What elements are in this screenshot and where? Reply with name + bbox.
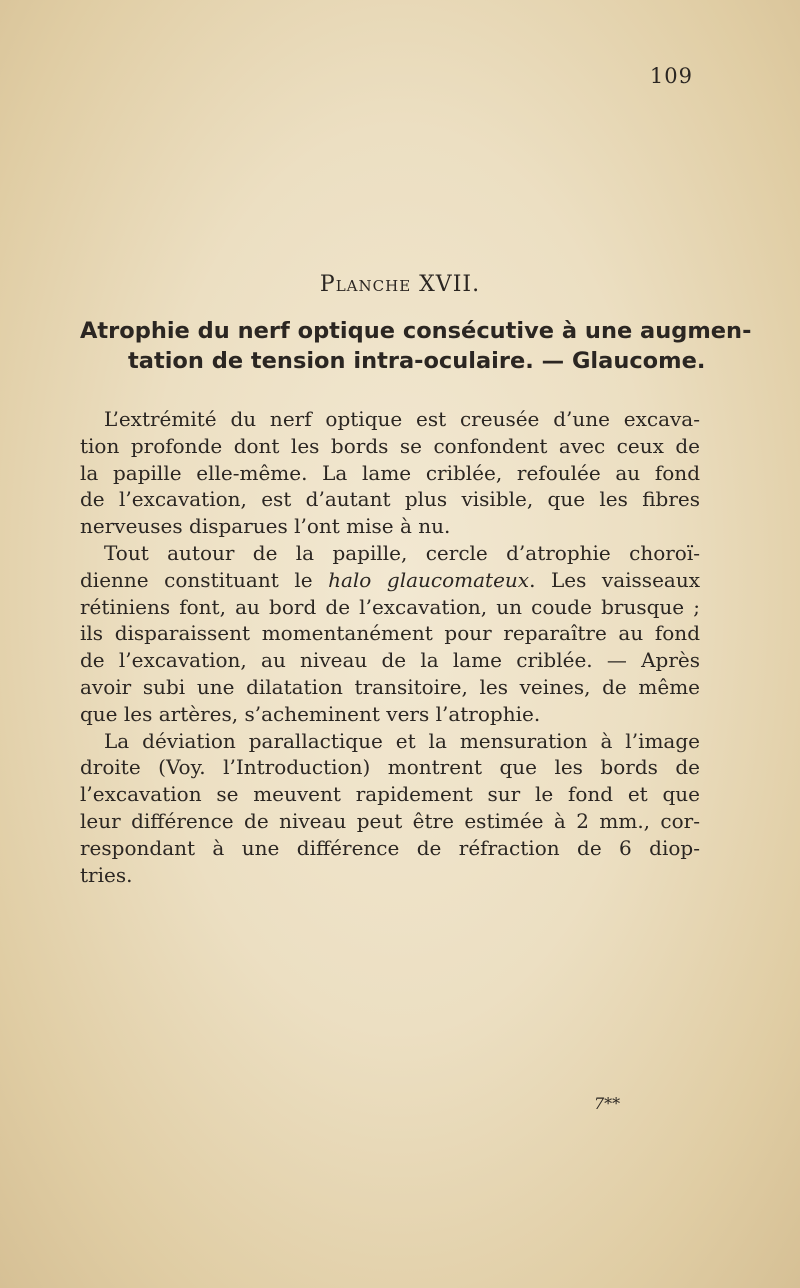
text-line: rétiniens font, au bord de l’excavation, un coude brusque ;: [80, 594, 700, 619]
text-line: tries.: [80, 862, 133, 887]
text-line: de l’excavation, au niveau de la lame criblée. — Après: [80, 648, 700, 673]
text-line: de l’excavation, est d’autant plus visible, que les fibres: [80, 487, 700, 512]
section-heading: [80, 316, 752, 376]
text-line: [80, 567, 700, 594]
heading-line: tation de tension intra-oculaire. — Glaucome.: [128, 348, 706, 374]
body-text: [80, 406, 700, 888]
text-line: L’extrémité du nerf optique est creusée d’une excava-: [104, 407, 700, 431]
text-line: ils disparaissent momentanément pour reparaître au fond: [80, 621, 700, 646]
page-number: 109: [649, 64, 693, 88]
text-line: la papille elle-même. La lame criblée, refoulée au fond: [80, 460, 700, 485]
heading-line: Atrophie du nerf optique consécutive à une augmen-: [80, 318, 752, 344]
text-line: Tout autour de la papille, cercle d’atrophie choroï-: [104, 540, 700, 565]
text-segment: dienne constituant le: [80, 567, 329, 592]
text-line: l’excavation se meuvent rapidement sur le fond et que: [80, 782, 700, 807]
text-line: tion profonde dont les bords se confondent avec ceux de: [80, 433, 700, 458]
text-segment: . Les vaisseaux: [529, 567, 700, 592]
text-line: respondant à une différence de réfraction de 6 diop-: [80, 835, 700, 860]
text-line: nerveuses disparues l’ont mise à nu.: [80, 514, 451, 539]
italic-term: halo glaucomateux: [328, 567, 530, 592]
text-line: La déviation parallactique et la mensuration à l’image: [104, 728, 700, 753]
plate-title: Planche XVII.: [319, 272, 481, 297]
text-line: avoir subi une dilatation transitoire, les veines, de même: [80, 674, 700, 699]
text-line: leur différence de niveau peut être estimée à 2 mm., cor-: [80, 808, 700, 833]
signature-mark: 7**: [594, 1094, 621, 1113]
text-line: droite (Voy. l’Introduction) montrent que les bords de: [80, 755, 700, 780]
text-line: que les artères, s’acheminent vers l’atrophie.: [80, 701, 541, 726]
